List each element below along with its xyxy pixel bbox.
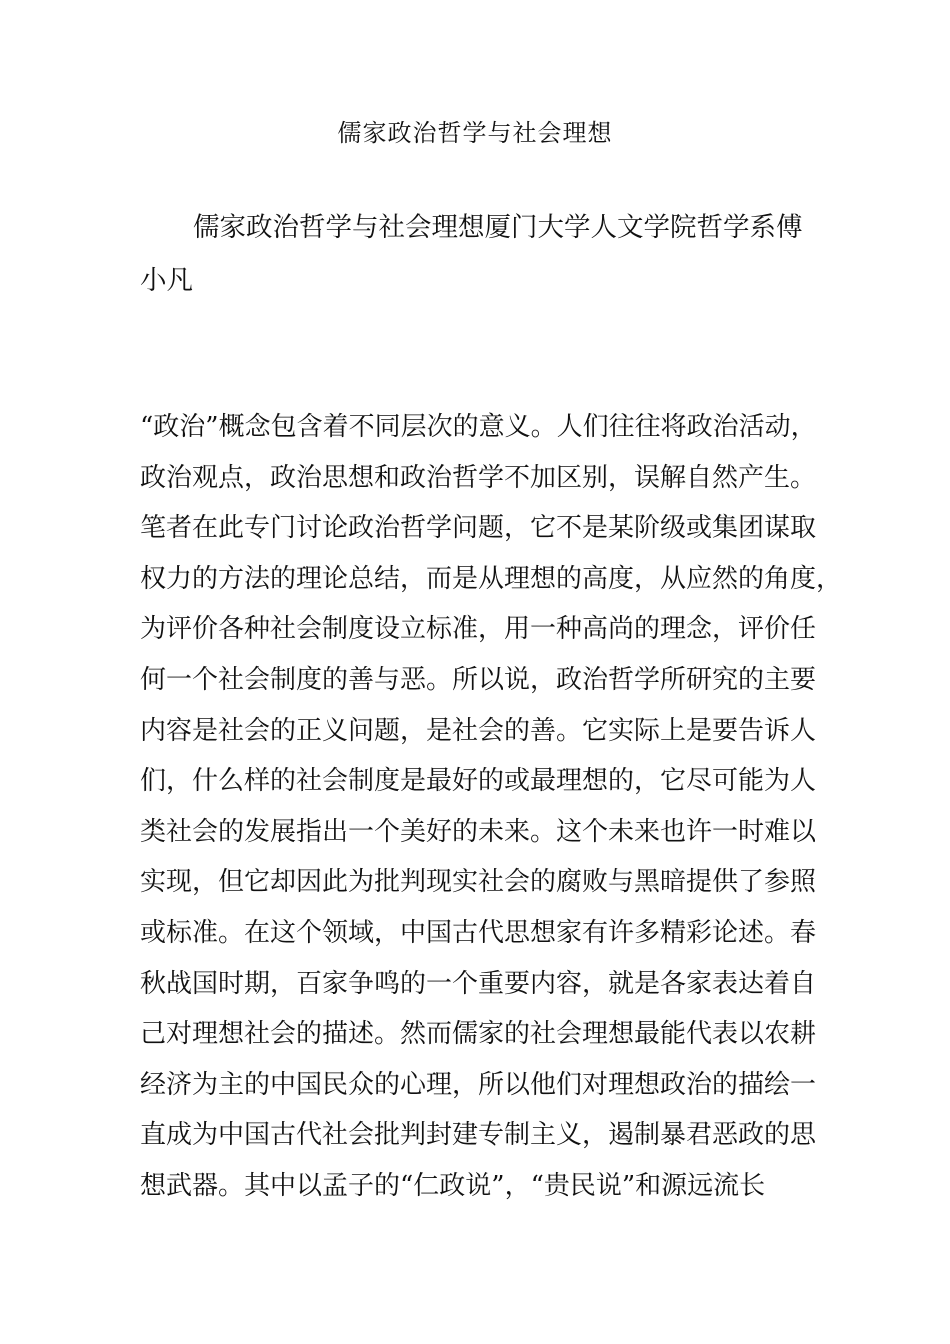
document-title: 儒家政治哲学与社会理想 [337,119,613,147]
body-line: 直成为中国古代社会批判封建专制主义，遏制暴君恶政的思 [140,1120,817,1151]
body-line: 己对理想社会的描述。然而儒家的社会理想最能代表以农耕 [140,1019,817,1050]
body-line: 笔者在此专门讨论政治哲学问题，它不是某阶级或集团谋取 [140,513,817,544]
body-line: 秋战国时期，百家争鸣的一个重要内容，就是各家表达着自 [140,968,817,999]
body-line: 想武器。其中以孟子的“仁政说”，“贵民说”和源远流长 [140,1170,766,1201]
body-line: 为评价各种社会制度设立标准，用一种高尚的理念，评价任 [140,614,817,645]
body-line: 们，什么样的社会制度是最好的或最理想的，它尽可能为人 [140,766,817,797]
body-line: 实现，但它却因此为批判现实社会的腐败与黑暗提供了参照 [140,867,817,898]
body-line: “政治”概念包含着不同层次的意义。人们往往将政治活动， [140,412,817,442]
body-line: 何一个社会制度的善与恶。所以说，政治哲学所研究的主要 [140,664,817,695]
body-line: 经济为主的中国民众的心理，所以他们对理想政治的描绘一 [140,1069,817,1100]
body-line: 内容是社会的正义问题，是社会的善。它实际上是要告诉人 [140,715,817,746]
document-subtitle: 儒家政治哲学与社会理想厦门大学人文学院哲学系傅小凡 [140,212,803,296]
body-line: 权力的方法的理论总结，而是从理想的高度，从应然的角度， [140,563,843,594]
body-paragraph [140,402,843,1212]
body-line: 或标准。在这个领域，中国古代思想家有许多精彩论述。春 [140,917,817,948]
body-line: 政治观点，政治思想和政治哲学不加区别，误解自然产生。 [140,462,817,493]
body-line: 类社会的发展指出一个美好的未来。这个未来也许一时难以 [140,816,817,847]
